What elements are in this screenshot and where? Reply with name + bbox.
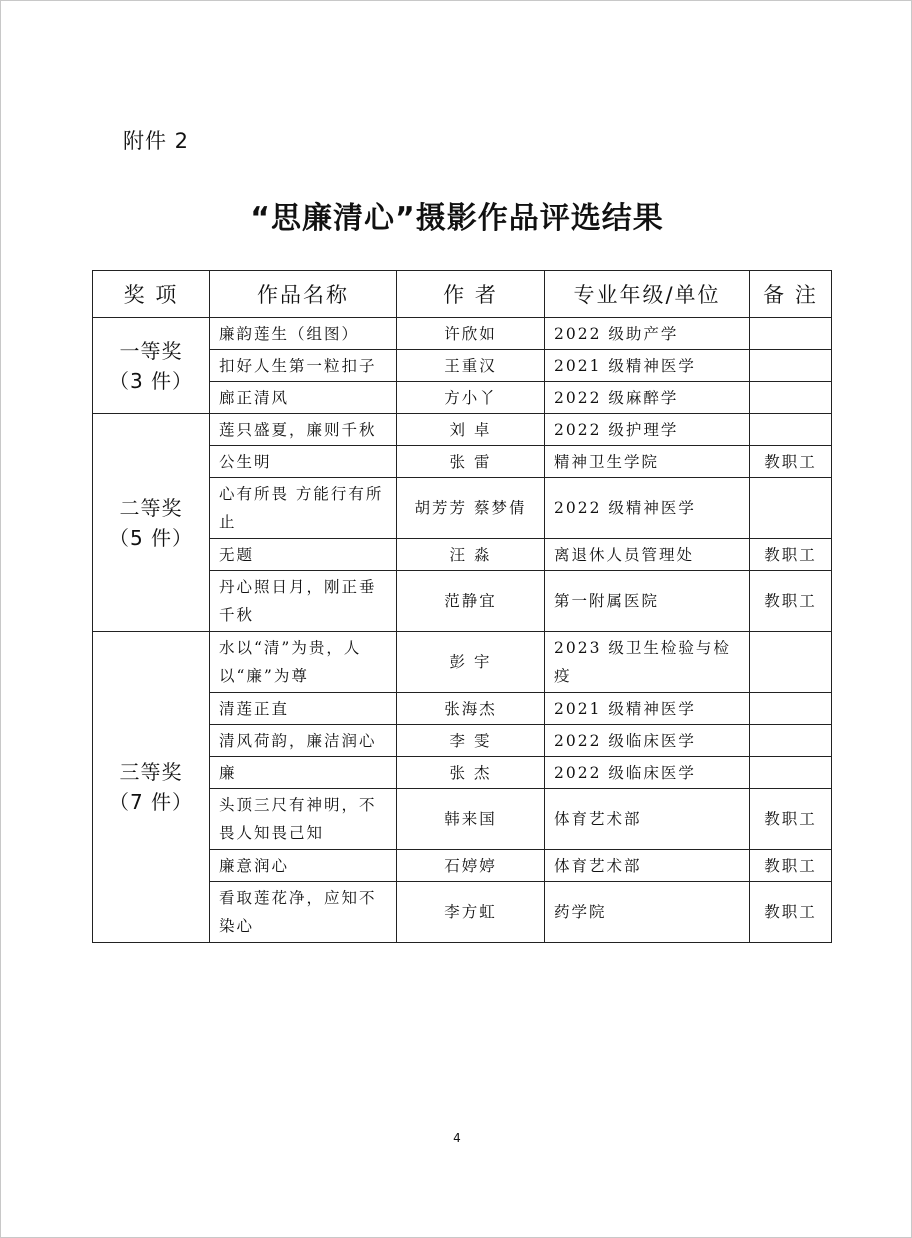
work-cell: 丹心照日月，刚正垂千秋 <box>210 571 397 632</box>
award-name: 三等奖 <box>119 760 183 784</box>
remark-cell <box>750 478 832 539</box>
unit-cell: 精神卫生学院 <box>545 446 750 478</box>
award-name: 一等奖 <box>119 338 183 363</box>
author-cell: 刘 卓 <box>397 414 545 446</box>
unit-cell: 第一附属医院 <box>545 571 750 632</box>
author-cell: 方小丫 <box>397 382 545 414</box>
table-header-row <box>93 271 832 318</box>
table-row <box>93 632 832 693</box>
header-unit: 专业年级/单位 <box>545 271 750 318</box>
unit-cell: 2023 级卫生检验与检疫 <box>545 632 750 693</box>
header-author: 作 者 <box>397 271 545 318</box>
header-remark: 备 注 <box>750 271 832 318</box>
author-cell: 汪 淼 <box>397 539 545 571</box>
unit-cell: 2022 级护理学 <box>545 414 750 446</box>
author-cell: 韩来国 <box>397 789 545 850</box>
remark-cell: 教职工 <box>750 789 832 850</box>
table-row <box>93 318 832 350</box>
work-cell: 莲只盛夏，廉则千秋 <box>210 414 397 446</box>
attachment-label: 附件 2 <box>123 129 190 153</box>
author-cell: 李 雯 <box>397 725 545 757</box>
work-cell: 公生明 <box>210 446 397 478</box>
award-cell <box>93 318 210 414</box>
unit-cell: 体育艺术部 <box>545 850 750 882</box>
author-cell: 彭 宇 <box>397 632 545 693</box>
award-cell <box>93 414 210 632</box>
work-cell: 廊正清风 <box>210 382 397 414</box>
unit-cell: 2021 级精神医学 <box>545 693 750 725</box>
header-work: 作品名称 <box>210 271 397 318</box>
unit-cell: 2021 级精神医学 <box>545 350 750 382</box>
remark-cell <box>750 414 832 446</box>
remark-cell <box>750 382 832 414</box>
author-cell: 许欣如 <box>397 318 545 350</box>
remark-cell: 教职工 <box>750 446 832 478</box>
page-number: 4 <box>453 1131 461 1145</box>
remark-cell <box>750 350 832 382</box>
remark-cell: 教职工 <box>750 571 832 632</box>
remark-cell: 教职工 <box>750 850 832 882</box>
unit-cell: 2022 级助产学 <box>545 318 750 350</box>
work-cell: 廉 <box>210 757 397 789</box>
work-cell: 清风荷韵，廉洁润心 <box>210 725 397 757</box>
work-cell: 清莲正直 <box>210 693 397 725</box>
work-cell: 廉韵莲生（组图） <box>210 318 397 350</box>
work-cell: 廉意润心 <box>210 850 397 882</box>
author-cell: 李方虹 <box>397 882 545 943</box>
author-cell: 张 杰 <box>397 757 545 789</box>
work-cell: 水以“清”为贵，人以“廉”为尊 <box>210 632 397 693</box>
award-count: （5 件） <box>108 525 194 550</box>
award-count: （3 件） <box>108 368 194 393</box>
remark-cell <box>750 632 832 693</box>
unit-cell: 2022 级精神医学 <box>545 478 750 539</box>
author-cell: 王重汉 <box>397 350 545 382</box>
work-cell: 心有所畏 方能行有所止 <box>210 478 397 539</box>
unit-cell: 2022 级临床医学 <box>545 757 750 789</box>
work-cell: 扣好人生第一粒扣子 <box>210 350 397 382</box>
unit-cell: 2022 级麻醉学 <box>545 382 750 414</box>
author-cell: 石婷婷 <box>397 850 545 882</box>
table-row <box>93 414 832 446</box>
work-cell: 看取莲花净，应知不染心 <box>210 882 397 943</box>
document-title: “思廉清心”摄影作品评选结果 <box>250 201 664 236</box>
remark-cell <box>750 725 832 757</box>
work-cell: 头顶三尺有神明，不畏人知畏己知 <box>210 789 397 850</box>
remark-cell <box>750 757 832 789</box>
award-count: （7 件） <box>108 790 194 814</box>
results-table <box>92 270 832 943</box>
award-cell <box>93 632 210 943</box>
unit-cell: 离退休人员管理处 <box>545 539 750 571</box>
author-cell: 张 雷 <box>397 446 545 478</box>
remark-cell: 教职工 <box>750 882 832 943</box>
unit-cell: 药学院 <box>545 882 750 943</box>
remark-cell <box>750 693 832 725</box>
award-name: 二等奖 <box>119 495 183 520</box>
remark-cell: 教职工 <box>750 539 832 571</box>
unit-cell: 2022 级临床医学 <box>545 725 750 757</box>
author-cell: 胡芳芳 蔡梦倩 <box>397 478 545 539</box>
unit-cell: 体育艺术部 <box>545 789 750 850</box>
author-cell: 张海杰 <box>397 693 545 725</box>
header-award: 奖 项 <box>93 271 210 318</box>
author-cell: 范静宜 <box>397 571 545 632</box>
remark-cell <box>750 318 832 350</box>
work-cell: 无题 <box>210 539 397 571</box>
